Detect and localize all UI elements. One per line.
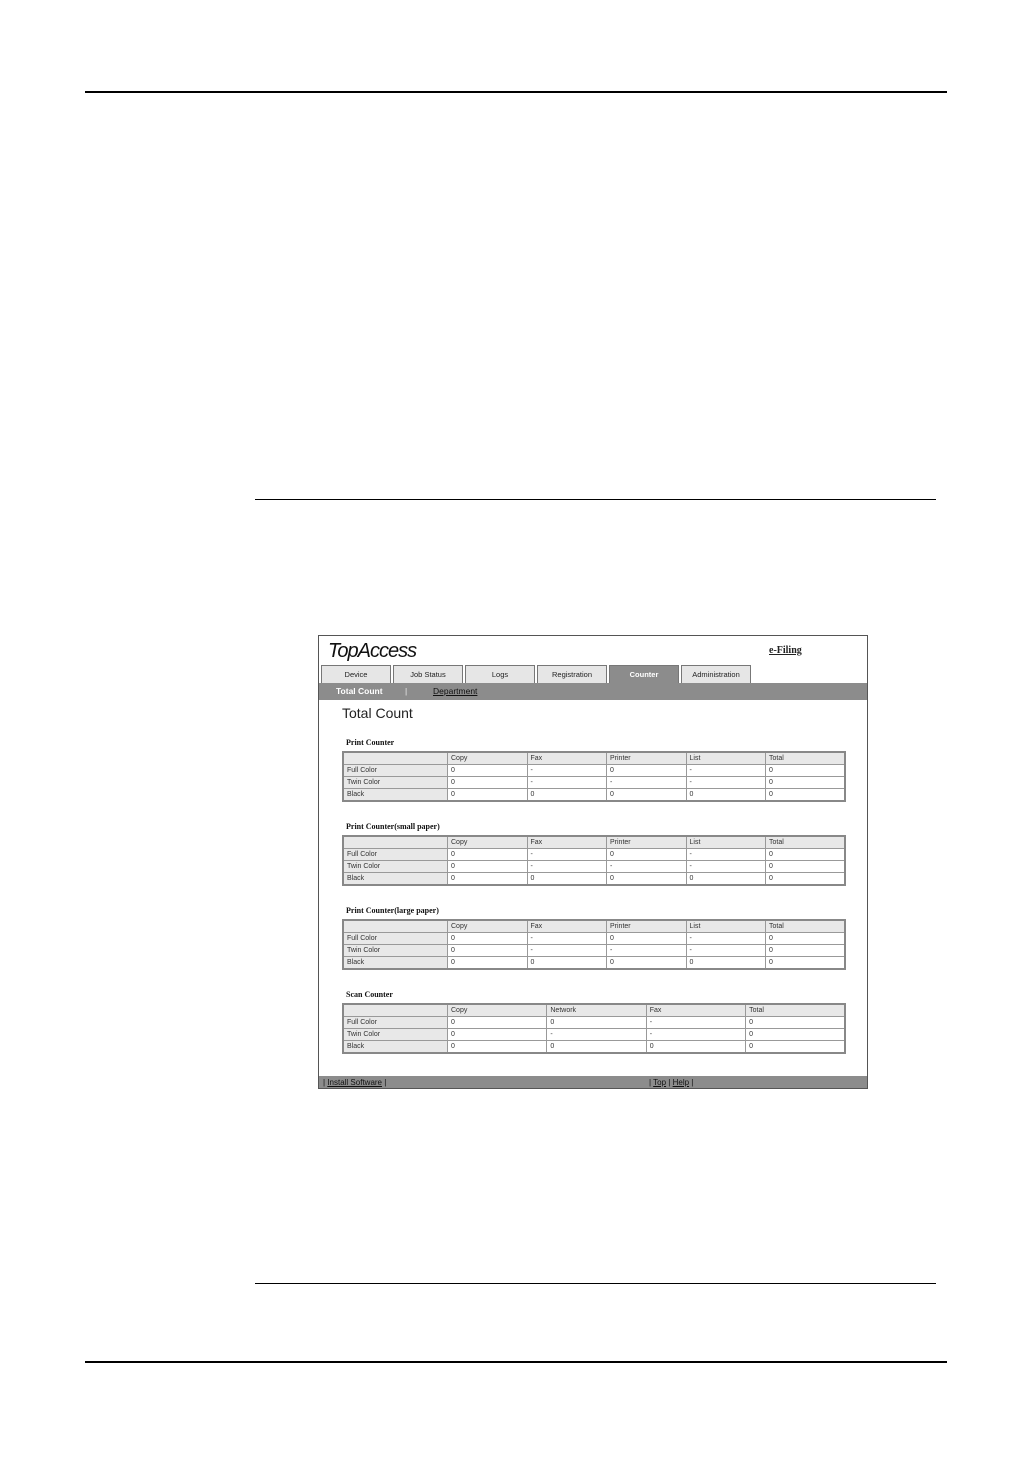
tab-counter[interactable]: Counter xyxy=(609,665,679,683)
row-label: Black xyxy=(343,789,448,802)
tab-logs[interactable]: Logs xyxy=(465,665,535,683)
table-header-row xyxy=(343,752,845,765)
footer-separator: | xyxy=(668,1078,671,1087)
table-row xyxy=(343,933,845,945)
table-row xyxy=(343,1041,845,1054)
table-cell: - xyxy=(686,933,766,945)
row-label: Full Color xyxy=(343,849,448,861)
table-cell: 0 xyxy=(448,1017,547,1029)
table-cell: - xyxy=(686,777,766,789)
table-cell: - xyxy=(686,849,766,861)
table-cell: 0 xyxy=(607,765,687,777)
table-header-cell: Copy xyxy=(448,1004,547,1017)
top-link[interactable]: Top xyxy=(653,1078,667,1087)
footer-separator: | xyxy=(384,1078,387,1087)
table-cell: 0 xyxy=(448,765,528,777)
table-cell: 0 xyxy=(766,933,846,945)
tab-device[interactable]: Device xyxy=(321,665,391,683)
table-row xyxy=(343,777,845,789)
table-header-cell: List xyxy=(686,752,766,765)
print-counter-large-table xyxy=(342,919,846,970)
page-title: Total Count xyxy=(342,705,413,721)
table-cell: 0 xyxy=(766,945,846,957)
print-counter-small-title: Print Counter(small paper) xyxy=(346,822,440,831)
table-header-cell: Network xyxy=(547,1004,646,1017)
table-cell: 0 xyxy=(448,945,528,957)
row-label: Twin Color xyxy=(343,861,448,873)
print-counter-table xyxy=(342,751,846,802)
row-label: Full Color xyxy=(343,1017,448,1029)
table-cell: 0 xyxy=(527,957,607,970)
table-cell: - xyxy=(646,1017,745,1029)
table-cell: 0 xyxy=(448,789,528,802)
table-cell: - xyxy=(686,861,766,873)
table-header-cell: Total xyxy=(766,752,846,765)
table-cell: - xyxy=(607,777,687,789)
row-label: Twin Color xyxy=(343,1029,448,1041)
table-cell: 0 xyxy=(547,1041,646,1054)
table-row xyxy=(343,945,845,957)
page-top-rule xyxy=(85,91,947,93)
row-label: Full Color xyxy=(343,765,448,777)
install-software-link[interactable]: Install Software xyxy=(327,1078,383,1087)
table-cell: 0 xyxy=(746,1029,845,1041)
scan-counter-title: Scan Counter xyxy=(346,990,393,999)
table-cell: 0 xyxy=(766,849,846,861)
table-cell: - xyxy=(686,945,766,957)
table-header-cell: Total xyxy=(766,836,846,849)
table-cell: - xyxy=(646,1029,745,1041)
row-label: Black xyxy=(343,1041,448,1054)
table-cell: - xyxy=(527,933,607,945)
footer-right xyxy=(649,1076,693,1089)
section-rule-upper xyxy=(255,499,936,500)
table-header-cell xyxy=(343,920,448,933)
topaccess-screenshot xyxy=(318,635,868,1089)
table-header-row xyxy=(343,920,845,933)
table-header-cell: Fax xyxy=(646,1004,745,1017)
table-cell: 0 xyxy=(766,861,846,873)
table-header-cell: Printer xyxy=(607,836,687,849)
table-cell: - xyxy=(527,777,607,789)
table-cell: 0 xyxy=(607,789,687,802)
table-cell: 0 xyxy=(448,933,528,945)
table-cell: - xyxy=(686,765,766,777)
table-cell: - xyxy=(527,945,607,957)
table-cell: 0 xyxy=(448,861,528,873)
table-row xyxy=(343,861,845,873)
table-row xyxy=(343,1017,845,1029)
table-header-cell: List xyxy=(686,836,766,849)
subnav-department-link[interactable]: Department xyxy=(433,686,478,696)
table-cell: 0 xyxy=(766,789,846,802)
table-header-cell: Fax xyxy=(527,920,607,933)
print-counter-large-title: Print Counter(large paper) xyxy=(346,906,439,915)
tab-registration[interactable]: Registration xyxy=(537,665,607,683)
table-cell: 0 xyxy=(766,765,846,777)
table-header-row xyxy=(343,1004,845,1017)
print-counter-small-table xyxy=(342,835,846,886)
table-header-cell: Copy xyxy=(448,920,528,933)
page-bottom-rule xyxy=(85,1361,947,1363)
table-cell: 0 xyxy=(746,1041,845,1054)
table-cell: 0 xyxy=(607,957,687,970)
table-cell: 0 xyxy=(607,849,687,861)
table-header-cell: List xyxy=(686,920,766,933)
help-link[interactable]: Help xyxy=(672,1078,690,1087)
row-label: Twin Color xyxy=(343,945,448,957)
sub-navigation-bar xyxy=(319,683,867,700)
table-header-cell: Fax xyxy=(527,836,607,849)
table-row xyxy=(343,765,845,777)
table-cell: 0 xyxy=(448,777,528,789)
tab-administration[interactable]: Administration xyxy=(681,665,751,683)
table-header-cell xyxy=(343,752,448,765)
subnav-total-count[interactable]: Total Count xyxy=(336,686,383,696)
table-cell: 0 xyxy=(766,957,846,970)
table-cell: 0 xyxy=(547,1017,646,1029)
table-cell: 0 xyxy=(686,789,766,802)
table-cell: 0 xyxy=(448,1041,547,1054)
table-row xyxy=(343,849,845,861)
efiling-link[interactable]: e-Filing xyxy=(769,645,802,656)
table-row xyxy=(343,873,845,886)
row-label: Full Color xyxy=(343,933,448,945)
table-cell: 0 xyxy=(766,873,846,886)
table-header-cell: Copy xyxy=(448,752,528,765)
footer-bar xyxy=(319,1076,867,1089)
table-row xyxy=(343,957,845,970)
scan-counter-table xyxy=(342,1003,846,1054)
table-cell: 0 xyxy=(448,957,528,970)
table-cell: - xyxy=(527,765,607,777)
table-cell: 0 xyxy=(686,957,766,970)
row-label: Twin Color xyxy=(343,777,448,789)
table-cell: - xyxy=(527,849,607,861)
subnav-separator: | xyxy=(405,686,408,696)
table-header-cell: Total xyxy=(766,920,846,933)
table-row xyxy=(343,1029,845,1041)
table-cell: 0 xyxy=(448,1029,547,1041)
table-header-cell: Fax xyxy=(527,752,607,765)
table-header-cell xyxy=(343,836,448,849)
table-header-cell: Copy xyxy=(448,836,528,849)
table-cell: 0 xyxy=(607,933,687,945)
footer-separator: | xyxy=(323,1078,326,1087)
main-tabs xyxy=(321,665,753,683)
table-cell: 0 xyxy=(527,789,607,802)
table-cell: 0 xyxy=(448,873,528,886)
footer-separator: | xyxy=(691,1078,694,1087)
table-header-cell: Printer xyxy=(607,752,687,765)
table-cell: 0 xyxy=(527,873,607,886)
table-header-row xyxy=(343,836,845,849)
table-cell: - xyxy=(607,945,687,957)
table-header-cell: Total xyxy=(746,1004,845,1017)
table-header-cell: Printer xyxy=(607,920,687,933)
tab-job-status[interactable]: Job Status xyxy=(393,665,463,683)
section-rule-lower xyxy=(255,1283,936,1284)
print-counter-title: Print Counter xyxy=(346,738,395,747)
table-cell: - xyxy=(547,1029,646,1041)
row-label: Black xyxy=(343,957,448,970)
table-cell: 0 xyxy=(686,873,766,886)
table-cell: 0 xyxy=(746,1017,845,1029)
table-cell: 0 xyxy=(766,777,846,789)
table-row xyxy=(343,789,845,802)
topaccess-logo: TopAccess xyxy=(328,640,417,662)
footer-left xyxy=(323,1076,386,1089)
row-label: Black xyxy=(343,873,448,886)
table-header-cell xyxy=(343,1004,448,1017)
table-cell: - xyxy=(607,861,687,873)
footer-separator: | xyxy=(649,1078,652,1087)
table-cell: 0 xyxy=(607,873,687,886)
table-cell: 0 xyxy=(448,849,528,861)
table-cell: 0 xyxy=(646,1041,745,1054)
table-cell: - xyxy=(527,861,607,873)
